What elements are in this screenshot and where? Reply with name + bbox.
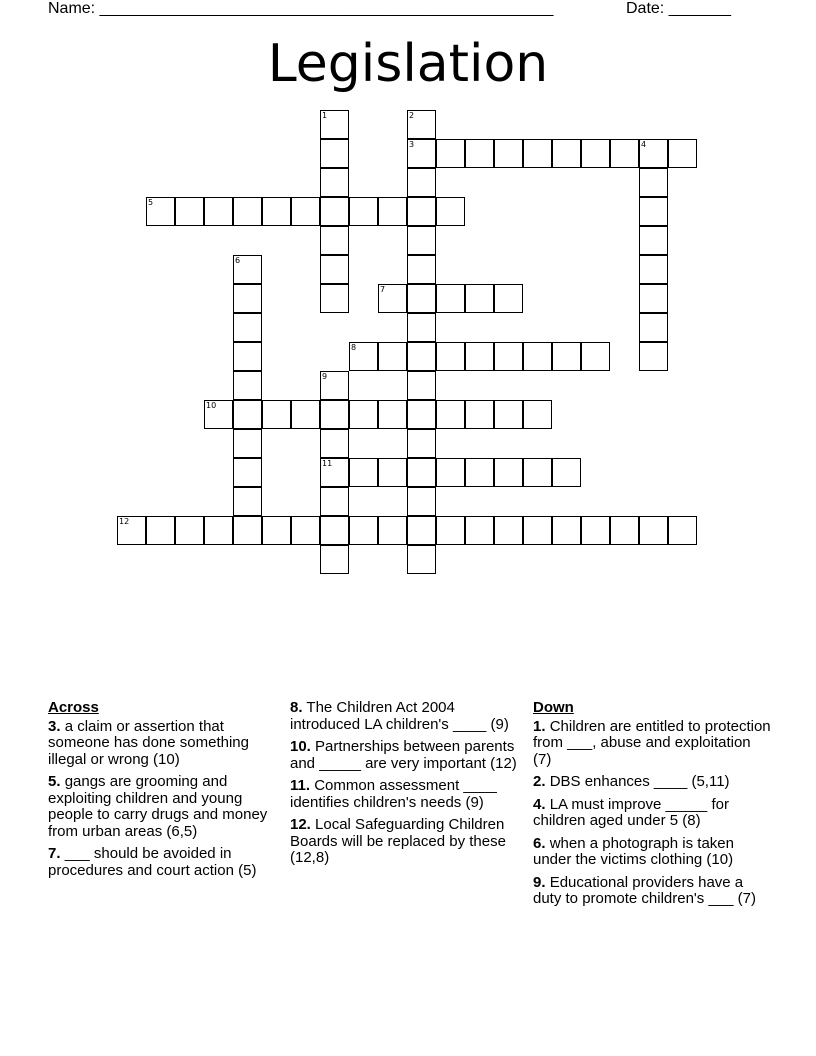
cell-number: 12 (119, 517, 130, 526)
crossword-cell[interactable] (146, 197, 175, 226)
crossword-cell[interactable] (407, 458, 436, 487)
clue-number: 9. (533, 873, 546, 891)
crossword-cell[interactable] (204, 516, 233, 545)
cell-number: 2 (409, 111, 415, 120)
clue-down-2 (533, 774, 773, 791)
clue-text: The Children Act 2004 introduced LA children's ____ (9) (290, 699, 509, 733)
clue-text: LA must improve _____ for children aged under 5 (8) (533, 795, 729, 829)
crossword-cell[interactable] (436, 342, 465, 371)
crossword-cell[interactable] (233, 284, 262, 313)
crossword-cell[interactable] (639, 284, 668, 313)
clue-text: when a photograph is taken under the victims clothing (10) (533, 834, 734, 868)
clue-text: Educational providers have a duty to promote children's ___ (7) (533, 873, 756, 907)
crossword-cell[interactable] (465, 139, 494, 168)
crossword-cell[interactable] (494, 284, 523, 313)
crossword-cell[interactable] (523, 139, 552, 168)
crossword-cell[interactable] (639, 342, 668, 371)
crossword-cell[interactable] (407, 110, 436, 139)
clue-down-6 (533, 836, 773, 869)
clue-across-10 (290, 739, 522, 772)
crossword-cell[interactable] (407, 545, 436, 574)
crossword-cell[interactable] (494, 458, 523, 487)
crossword-cell[interactable] (436, 458, 465, 487)
crossword-cell[interactable] (291, 400, 320, 429)
cell-number: 4 (641, 140, 647, 149)
cell-number: 5 (148, 198, 154, 207)
crossword-cell[interactable] (581, 516, 610, 545)
clue-number: 6. (533, 834, 546, 852)
clue-down-9 (533, 875, 773, 908)
crossword-cell[interactable] (552, 458, 581, 487)
crossword-cell[interactable] (639, 313, 668, 342)
crossword-cell[interactable] (639, 255, 668, 284)
crossword-cell[interactable] (639, 226, 668, 255)
crossword-cell[interactable] (436, 139, 465, 168)
clue-number: 4. (533, 795, 546, 813)
clue-across-8 (290, 700, 522, 733)
crossword-cell[interactable] (320, 545, 349, 574)
crossword-cell[interactable] (407, 284, 436, 313)
crossword-cell[interactable] (581, 342, 610, 371)
clue-text: DBS enhances ____ (5,11) (549, 773, 730, 790)
crossword-cell[interactable] (349, 197, 378, 226)
crossword-cell[interactable] (204, 400, 233, 429)
crossword-cell[interactable] (378, 197, 407, 226)
crossword-cell[interactable] (523, 342, 552, 371)
clue-number: 1. (533, 717, 546, 735)
crossword-cell[interactable] (349, 516, 378, 545)
crossword-cell[interactable] (233, 400, 262, 429)
crossword-cell[interactable] (233, 487, 262, 516)
crossword-cell[interactable] (320, 168, 349, 197)
crossword-cell[interactable] (320, 487, 349, 516)
crossword-cell[interactable] (262, 516, 291, 545)
clue-text: a claim or assertion that someone has done something illegal or wrong (10) (48, 717, 249, 768)
crossword-cell[interactable] (320, 255, 349, 284)
crossword-cell[interactable] (349, 342, 378, 371)
crossword-cell[interactable] (233, 371, 262, 400)
clue-number: 10. (290, 738, 311, 755)
crossword-cell[interactable] (233, 516, 262, 545)
crossword-cell[interactable] (407, 342, 436, 371)
clue-number: 12. (290, 816, 311, 833)
date-field[interactable]: Date: _______ (626, 0, 731, 17)
crossword-cell[interactable] (494, 400, 523, 429)
cell-number: 10 (206, 401, 217, 410)
crossword-cell[interactable] (349, 400, 378, 429)
crossword-cell[interactable] (465, 342, 494, 371)
clue-across-3 (48, 719, 280, 769)
crossword-cell[interactable] (291, 197, 320, 226)
clue-number: 3. (48, 717, 61, 735)
crossword-cell[interactable] (465, 400, 494, 429)
crossword-cell[interactable] (378, 342, 407, 371)
crossword-cell[interactable] (407, 168, 436, 197)
clue-across-5 (48, 774, 280, 840)
down-clues-column (533, 700, 773, 914)
clue-number: 5. (48, 773, 61, 790)
crossword-cell[interactable] (407, 313, 436, 342)
crossword-cell[interactable] (291, 516, 320, 545)
page-title: Legislation (267, 34, 549, 94)
crossword-cell[interactable] (146, 516, 175, 545)
crossword-cell[interactable] (407, 226, 436, 255)
crossword-cell[interactable] (378, 458, 407, 487)
crossword-cell[interactable] (581, 139, 610, 168)
crossword-cell[interactable] (465, 516, 494, 545)
clue-down-1 (533, 719, 773, 769)
cell-number: 1 (322, 111, 328, 120)
clue-number: 11. (290, 777, 311, 794)
crossword-cell[interactable] (668, 516, 697, 545)
crossword-cell[interactable] (233, 458, 262, 487)
crossword-cell[interactable] (262, 197, 291, 226)
crossword-cell[interactable] (436, 516, 465, 545)
crossword-cell[interactable] (204, 197, 233, 226)
crossword-cell[interactable] (349, 458, 378, 487)
clue-across-12 (290, 817, 522, 867)
crossword-cell[interactable] (407, 516, 436, 545)
clue-number: 8. (290, 699, 303, 716)
clue-text: gangs are grooming and exploiting children and young people to carry drugs and money from urban areas (6,5) (48, 773, 268, 840)
crossword-cell[interactable] (233, 429, 262, 458)
crossword-cell[interactable] (494, 516, 523, 545)
crossword-cell[interactable] (320, 429, 349, 458)
crossword-cell[interactable] (436, 197, 465, 226)
crossword-cell[interactable] (233, 255, 262, 284)
across-heading: Across (48, 699, 99, 716)
cell-number: 6 (235, 256, 241, 265)
crossword-cell[interactable] (610, 139, 639, 168)
crossword-cell[interactable] (552, 139, 581, 168)
crossword-cell[interactable] (378, 516, 407, 545)
crossword-cell[interactable] (639, 197, 668, 226)
clue-text: Common assessment ____ identifies children's needs (9) (290, 777, 497, 811)
cell-number: 7 (380, 285, 386, 294)
crossword-cell[interactable] (494, 139, 523, 168)
crossword-cell[interactable] (117, 516, 146, 545)
crossword-cell[interactable] (320, 284, 349, 313)
crossword-cell[interactable] (407, 429, 436, 458)
crossword-cell[interactable] (320, 197, 349, 226)
crossword-cell[interactable] (639, 168, 668, 197)
crossword-cell[interactable] (175, 516, 204, 545)
crossword-cell[interactable] (407, 400, 436, 429)
crossword-cell[interactable] (320, 400, 349, 429)
crossword-cell[interactable] (320, 110, 349, 139)
crossword-cell[interactable] (407, 371, 436, 400)
crossword-cell[interactable] (552, 342, 581, 371)
crossword-cell[interactable] (233, 197, 262, 226)
crossword-cell[interactable] (436, 400, 465, 429)
crossword-cell[interactable] (378, 400, 407, 429)
crossword-cell[interactable] (378, 284, 407, 313)
crossword-cell[interactable] (552, 516, 581, 545)
name-field[interactable]: Name: ___________________________________________________ (48, 0, 554, 17)
crossword-cell[interactable] (175, 197, 204, 226)
crossword-cell[interactable] (523, 458, 552, 487)
crossword-cell[interactable] (436, 284, 465, 313)
clue-across-7 (48, 846, 280, 879)
crossword-cell[interactable] (407, 139, 436, 168)
crossword-cell[interactable] (262, 400, 291, 429)
clue-number: 7. (48, 845, 61, 862)
crossword-cell[interactable] (465, 458, 494, 487)
crossword-cell[interactable] (407, 197, 436, 226)
crossword-cell[interactable] (407, 255, 436, 284)
cell-number: 11 (322, 459, 333, 468)
crossword-cell[interactable] (320, 371, 349, 400)
crossword-cell[interactable] (523, 516, 552, 545)
crossword-cell[interactable] (639, 139, 668, 168)
crossword-cell[interactable] (523, 400, 552, 429)
clue-text: ___ should be avoided in procedures and court action (5) (48, 845, 257, 879)
crossword-cell[interactable] (320, 516, 349, 545)
cell-number: 8 (351, 343, 357, 352)
cell-number: 9 (322, 372, 328, 381)
crossword-cell[interactable] (233, 313, 262, 342)
across-clues-column-1 (48, 700, 280, 885)
down-heading: Down (533, 699, 574, 716)
clue-text: Partnerships between parents and _____ are very important (12) (290, 738, 517, 772)
clue-text: Local Safeguarding Children Boards will be replaced by these (12,8) (290, 816, 506, 866)
crossword-cell[interactable] (668, 139, 697, 168)
crossword-cell[interactable] (233, 342, 262, 371)
clue-across-11 (290, 778, 522, 811)
clue-number: 2. (533, 773, 546, 790)
crossword-cell[interactable] (320, 458, 349, 487)
clue-text: Children are entitled to protection from ___, abuse and exploitation (7) (533, 717, 771, 768)
clue-down-4 (533, 797, 773, 830)
crossword-cell[interactable] (465, 284, 494, 313)
crossword-cell[interactable] (320, 139, 349, 168)
crossword-cell[interactable] (320, 226, 349, 255)
across-clues-column-2 (290, 700, 522, 873)
cell-number: 3 (409, 140, 415, 149)
crossword-cell[interactable] (610, 516, 639, 545)
crossword-cell[interactable] (639, 516, 668, 545)
crossword-cell[interactable] (494, 342, 523, 371)
crossword-cell[interactable] (407, 487, 436, 516)
